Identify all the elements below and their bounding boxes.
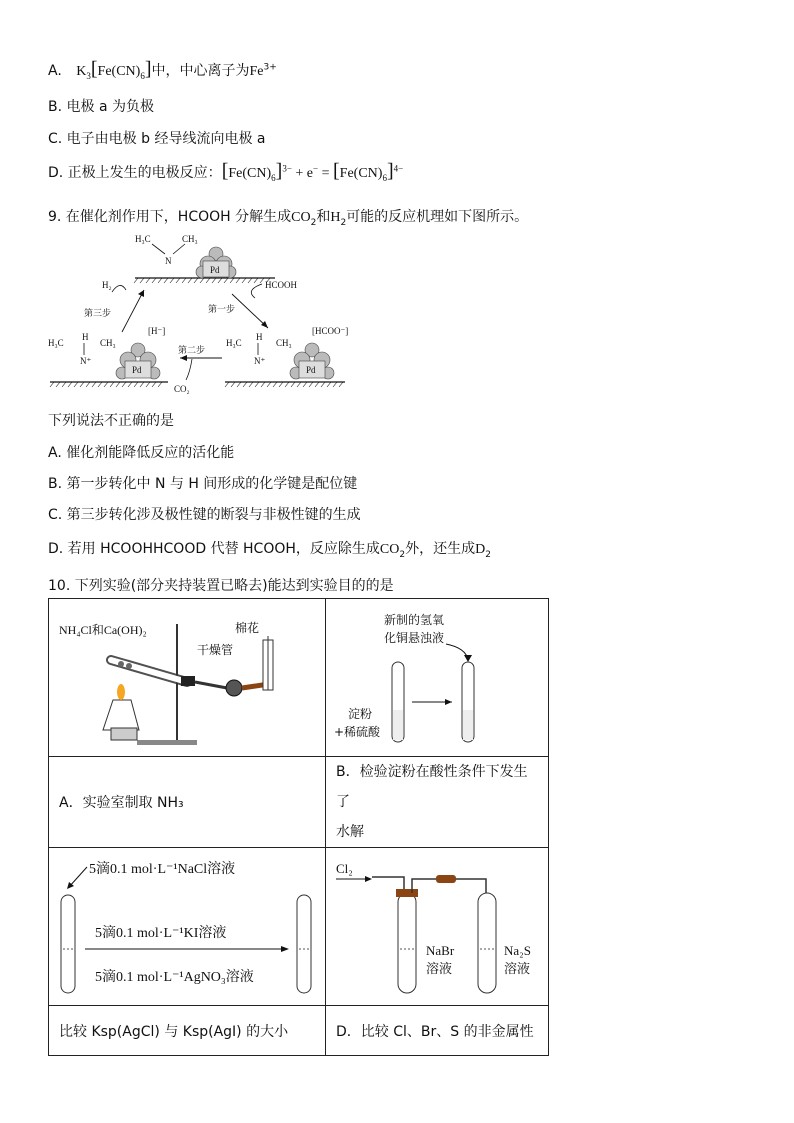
label-cell-d: D．比较 Cl、Br、S 的非金属性	[326, 1006, 549, 1056]
formula-part: + e	[295, 166, 313, 181]
label-cell-c: 比较 Ksp(AgCl) 与 Ksp(AgI) 的大小	[49, 1006, 326, 1056]
label-nabr: NaBr	[426, 942, 455, 958]
formula-co2: CO	[291, 210, 311, 225]
label-n-plus: N⁺	[254, 356, 266, 366]
label-h2: H₂	[102, 280, 112, 290]
option-letter: A.	[48, 63, 62, 79]
experiment-table	[48, 598, 549, 1056]
label-pd: Pd	[306, 365, 316, 375]
q9-option-d: D. 若用 HCOOHHCOOD 代替 HCOOH，反应除生成$CO_2$外，还生成$D_2$	[48, 541, 491, 560]
cell-image-c	[49, 848, 326, 1006]
label-cl2: Cl₂	[336, 860, 353, 876]
label-ch3: CH₃	[100, 338, 116, 348]
formula-co2: CO	[379, 542, 400, 557]
option-text: 外，还生成	[405, 541, 476, 557]
formula-part: =	[321, 166, 330, 181]
label-reagent-3: 5滴0.1 mol·L⁻¹AgNO₃溶液	[95, 969, 254, 985]
label-step2: 第二步	[178, 346, 206, 356]
label-pd: Pd	[210, 265, 220, 275]
label-reagents: NH₄Cl和Ca(OH)₂	[59, 622, 147, 637]
label-h-ion: [H⁻]	[148, 326, 166, 336]
formula-part: Fe(CN)	[97, 64, 141, 79]
label-n-plus: N⁺	[80, 356, 92, 366]
label-co2: CO₂	[174, 384, 190, 394]
q9-option-c: C. 第三步转化涉及极性键的断裂与非极性键的生成	[48, 507, 361, 523]
label-n: N	[165, 256, 172, 266]
label-dryer: 干燥管	[197, 642, 234, 657]
label-b-line-2: 水解	[336, 824, 364, 840]
formula-sub: 6	[271, 172, 276, 183]
ksp-comparison-apparatus	[49, 849, 325, 1005]
q10-stem: 10. 下列实验(部分夹持装置已略去)能达到实验目的的是	[48, 578, 394, 594]
q9-question: 下列说法不正确的是	[48, 413, 174, 429]
formula-d2: D	[475, 542, 486, 557]
pd-cluster-top	[196, 247, 236, 278]
label-na2s: Na₂S	[504, 942, 531, 958]
label-h3c: H₃C	[48, 338, 64, 348]
ion-charge: 3+	[263, 62, 277, 73]
label-cell-a: A．实验室制取 NH₃	[49, 757, 326, 848]
label-h3c: H₃C	[135, 234, 151, 244]
formula-part: Fe(CN)	[339, 166, 383, 181]
label-hcoo-ion: [HCOO⁻]	[312, 326, 349, 336]
q9-option-a: A. 催化剂能降低反应的活化能	[48, 445, 235, 461]
stem-text: 和	[316, 209, 331, 225]
q9-option-b: B. 第一步转化中 N 与 H 间形成的化学键是配位键	[48, 476, 358, 492]
formula-charge: 4−	[393, 163, 404, 174]
q8-option-a	[48, 58, 277, 81]
q8-option-c: C. 电子由电极 b 经导线流向电极 a	[48, 131, 266, 147]
starch-hydrolysis-apparatus	[326, 600, 548, 756]
label-starch: 淀粉	[348, 706, 373, 721]
cell-image-d	[326, 848, 549, 1006]
label-step1: 第一步	[208, 305, 236, 315]
formula-h2: H	[330, 210, 341, 225]
option-text: D. 正极上发生的电极反应：	[48, 165, 222, 181]
label-reagent-1: 5滴0.1 mol·L⁻¹NaCl溶液	[89, 861, 236, 877]
formula-k3fecn6: $K_3[Fe(CN)_6]$	[76, 58, 152, 81]
formula-ferricyanide: $[Fe(CN)_6]^{3-} + e^- = [Fe(CN)_6]^{4-}$	[221, 160, 404, 183]
ion-fe: Fe	[249, 64, 264, 79]
cell-image-b	[326, 599, 549, 757]
label-solution: 溶液	[426, 961, 453, 977]
formula-charge: 3−	[282, 163, 292, 174]
label-ch3: CH₃	[182, 234, 198, 244]
formula-sub: 6	[382, 172, 387, 183]
label-cell-b	[326, 757, 549, 848]
formula-sub: 6	[140, 70, 145, 81]
label-hcooh: HCOOH	[265, 280, 298, 290]
label-pd: Pd	[132, 365, 142, 375]
nh3-apparatus	[49, 600, 325, 756]
option-text: D. 若用 HCOOHHCOOD 代替 HCOOH，反应除生成	[48, 541, 380, 557]
label-reagent-top-1: 新制的氢氧	[384, 612, 445, 627]
label-step3: 第三步	[84, 309, 112, 319]
label-solution: 溶液	[504, 961, 531, 977]
label-b-line-1: B．检验淀粉在酸性条件下发生了	[336, 764, 528, 810]
cell-image-a	[49, 599, 326, 757]
nonmetal-comparison-apparatus	[326, 849, 548, 1005]
label-cotton: 棉花	[235, 620, 260, 635]
q8-option-d	[48, 160, 403, 183]
option-text: 中，中心离子为	[151, 63, 250, 79]
stem-text: 9. 在催化剂作用下，HCOOH 分解生成	[48, 209, 292, 225]
q8-option-b: B. 电极 a 为负极	[48, 99, 154, 115]
formula-part: K	[76, 64, 87, 79]
reaction-mechanism-diagram	[40, 232, 370, 402]
label-reagent-top-2: 化铜悬浊液	[384, 630, 445, 645]
pd-cluster-right	[290, 343, 334, 379]
label-reagent-2: 5滴0.1 mol·L⁻¹KI溶液	[95, 925, 227, 941]
label-h: H	[256, 332, 263, 342]
formula-part: Fe(CN)	[228, 166, 272, 181]
label-ch3: CH₃	[276, 338, 292, 348]
pd-cluster-left	[116, 343, 160, 379]
label-sulfuric-acid: +稀硫酸	[334, 724, 381, 739]
label-h: H	[82, 332, 89, 342]
stem-text: 可能的反应机理如下图所示。	[346, 209, 529, 225]
formula-sub: 3	[86, 70, 91, 81]
q9-stem: 9. 在催化剂作用下，HCOOH 分解生成$CO_2$和$H_2$可能的反应机理如下图所示。	[48, 209, 529, 228]
label-h3c: H₃C	[226, 338, 242, 348]
